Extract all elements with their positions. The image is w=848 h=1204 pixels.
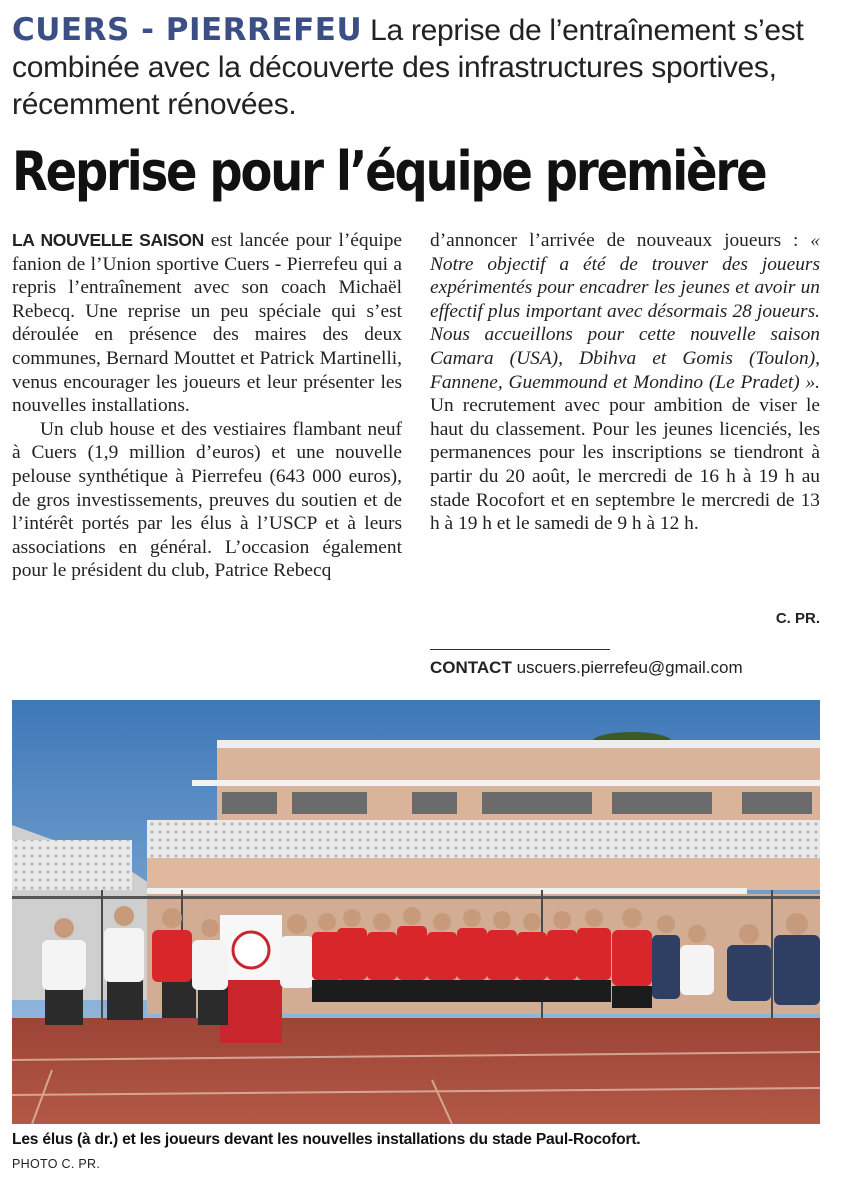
contact-line <box>430 657 743 679</box>
paragraph-3 <box>430 229 820 536</box>
article-column-right <box>430 229 820 536</box>
photo-credit: PHOTO C. PR. <box>12 1157 101 1171</box>
author-signature: C. PR. <box>775 610 820 627</box>
team-photo <box>12 700 820 1124</box>
lead-in: LA NOUVELLE SAISON <box>12 230 204 250</box>
kicker <box>12 12 837 123</box>
paragraph-3-end: Un recrutement avec pour ambition de viser le haut du classement. Pour les jeunes licenciés, les permanences pour les inscriptions se tiendront à partir du 20 août, le mercredi de 16 h à 19 h au stade Rocofort et en septembre le mercredi de 13 h à 19 h et le samedi de 9 h à 12 h. <box>430 395 820 535</box>
paragraph-2: Un club house et des vestiaires flambant neuf à Cuers (1,9 million d’euros) et une nouvelle pelouse synthétique à Pierrefeu (643 000 euros), de gros investissements, preuves du soutien et de l’intérêt portés par les élus à l’USCP et à leurs associations en général. L’occasion également pour le président du club, Patrice Rebecq <box>12 418 402 582</box>
contact-email-link[interactable]: uscuers.pierrefeu@gmail.com <box>516 658 743 677</box>
headline: Reprise pour l’équipe première <box>12 140 766 203</box>
paragraph-1 <box>12 229 402 418</box>
photo-illustration <box>12 700 820 1124</box>
paragraph-3-start: d’annoncer l’arrivée de nouveaux joueurs : <box>430 230 811 251</box>
kicker-place: CUERS - PIERREFEU <box>12 12 363 48</box>
divider <box>430 649 610 650</box>
paragraph-1-text: est lancée pour l’équipe fanion de l’Union sportive Cuers - Pierrefeu qui a repris l’entraînement avec son coach Michaël Rebecq. Une reprise un peu spéciale qui s’est déroulée en présence des maires des deux communes, Bernard Mouttet et Patrick Martinelli, venus encourager les joueurs et leur présenter les nouvelles installations. <box>12 230 402 417</box>
photo-caption: Les élus (à dr.) et les joueurs devant les nouvelles installations du stade Paul-Rocofort. <box>12 1131 641 1148</box>
president-quote: « Notre objectif a été de trouver des joueurs expérimentés pour encadrer les jeunes et avoir un effectif plus important avec désormais 28 joueurs. Nous accueillons pour cette nouvelle saison Camara (USA), Dbihva et Gomis (Toulon), Fannene, Guemmound et Mondino (Le Pradet) ». <box>430 230 820 393</box>
article-column-left <box>12 229 402 583</box>
contact-label: CONTACT <box>430 658 512 677</box>
kicker-text: La reprise de l’entraînement s’est combinée avec la découverte des infrastructures sportives, récemment rénovées. <box>12 14 804 121</box>
